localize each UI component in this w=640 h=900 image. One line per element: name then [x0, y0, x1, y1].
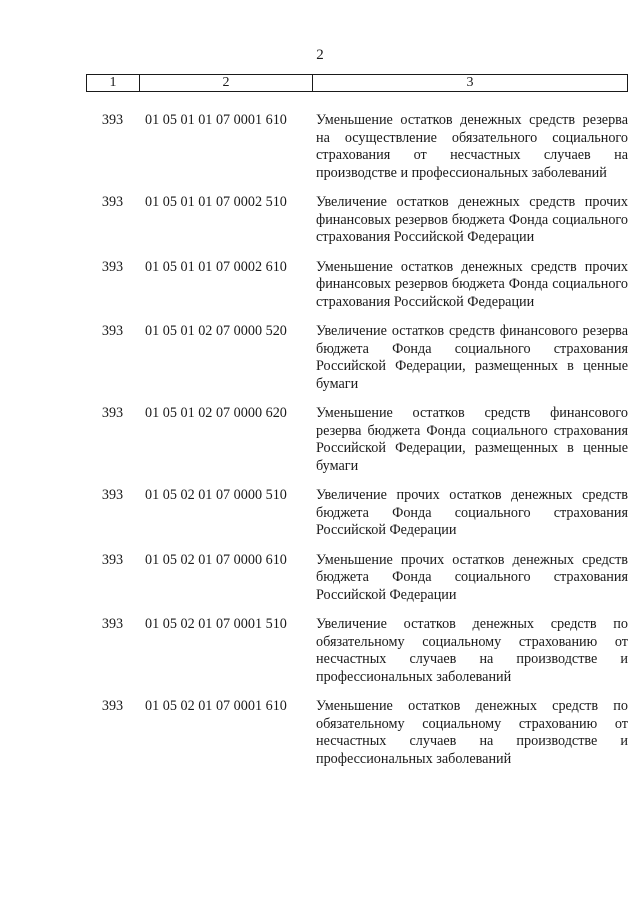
table-row	[86, 259, 628, 312]
source-code-cell: 01 05 02 01 07 0000 610	[145, 551, 287, 568]
source-name-cell: Увеличение прочих остатков денежных средств бюджета Фонда социального страхования Российской Федерации	[316, 487, 628, 538]
source-name-cell: Уменьшение остатков средств финансового резерва бюджета Фонда социального страхования Российской Федерации, размещенных в ценные бумаги	[316, 405, 628, 474]
admin-code-cell: 393	[101, 258, 124, 275]
source-name-cell: Уменьшение остатков денежных средств резерва на осуществление обязательного социального страхования от несчастных случаев на производстве и профессиональных заболеваний	[316, 112, 628, 181]
source-code-cell: 01 05 02 01 07 0000 510	[145, 487, 287, 503]
source-name-cell: Увеличение остатков денежных средств по обязательному социальному страхованию от несчастных случаев на производстве и профессиональных заболеваний	[316, 616, 628, 685]
admin-code-cell: 393	[101, 698, 124, 714]
table-row	[86, 616, 628, 686]
table-row	[86, 698, 628, 768]
page-number: 2	[316, 47, 324, 63]
admin-code-cell: 393	[101, 323, 124, 339]
column-number-header	[86, 74, 628, 92]
source-code-cell: 01 05 01 02 07 0000 620	[145, 405, 287, 421]
classification-table	[86, 112, 628, 780]
column-1-number: 1	[87, 75, 140, 91]
source-code-cell: 01 05 01 02 07 0000 520	[145, 323, 287, 339]
admin-code-cell: 393	[101, 112, 124, 128]
table-row	[86, 552, 628, 605]
admin-code-cell: 393	[101, 551, 124, 568]
table-row	[86, 405, 628, 475]
source-name-cell: Уменьшение остатков денежных средств прочих финансовых резервов бюджета Фонда социального страхования Российской Федерации	[316, 258, 628, 310]
column-2-number: 2	[140, 75, 313, 91]
table-row	[86, 323, 628, 393]
source-name-cell: Увеличение остатков средств финансового резерва бюджета Фонда социального страхования Российской Федерации, размещенных в ценные бумаги	[316, 323, 628, 392]
source-code-cell: 01 05 01 01 07 0002 510	[145, 194, 287, 210]
source-name-cell: Уменьшение прочих остатков денежных средств бюджета Фонда социального страхования Российской Федерации	[316, 551, 628, 603]
admin-code-cell: 393	[101, 487, 124, 503]
admin-code-cell: 393	[101, 405, 124, 421]
table-row	[86, 194, 628, 247]
column-3-number: 3	[466, 75, 474, 90]
source-name-cell: Увеличение остатков денежных средств прочих финансовых резервов бюджета Фонда социального страхования Российской Федерации	[316, 194, 628, 245]
table-row	[86, 487, 628, 540]
source-code-cell: 01 05 02 01 07 0001 510	[145, 616, 287, 632]
admin-code-cell: 393	[101, 616, 124, 632]
source-code-cell: 01 05 01 01 07 0002 610	[145, 258, 287, 275]
source-name-cell: Уменьшение остатков денежных средств по обязательному социальному страхованию от несчастных случаев на производстве и профессиональных заболеваний	[316, 698, 628, 767]
admin-code-cell: 393	[101, 194, 124, 210]
source-code-cell: 01 05 02 01 07 0001 610	[145, 698, 287, 714]
table-row	[86, 112, 628, 182]
source-code-cell: 01 05 01 01 07 0001 610	[145, 112, 287, 128]
